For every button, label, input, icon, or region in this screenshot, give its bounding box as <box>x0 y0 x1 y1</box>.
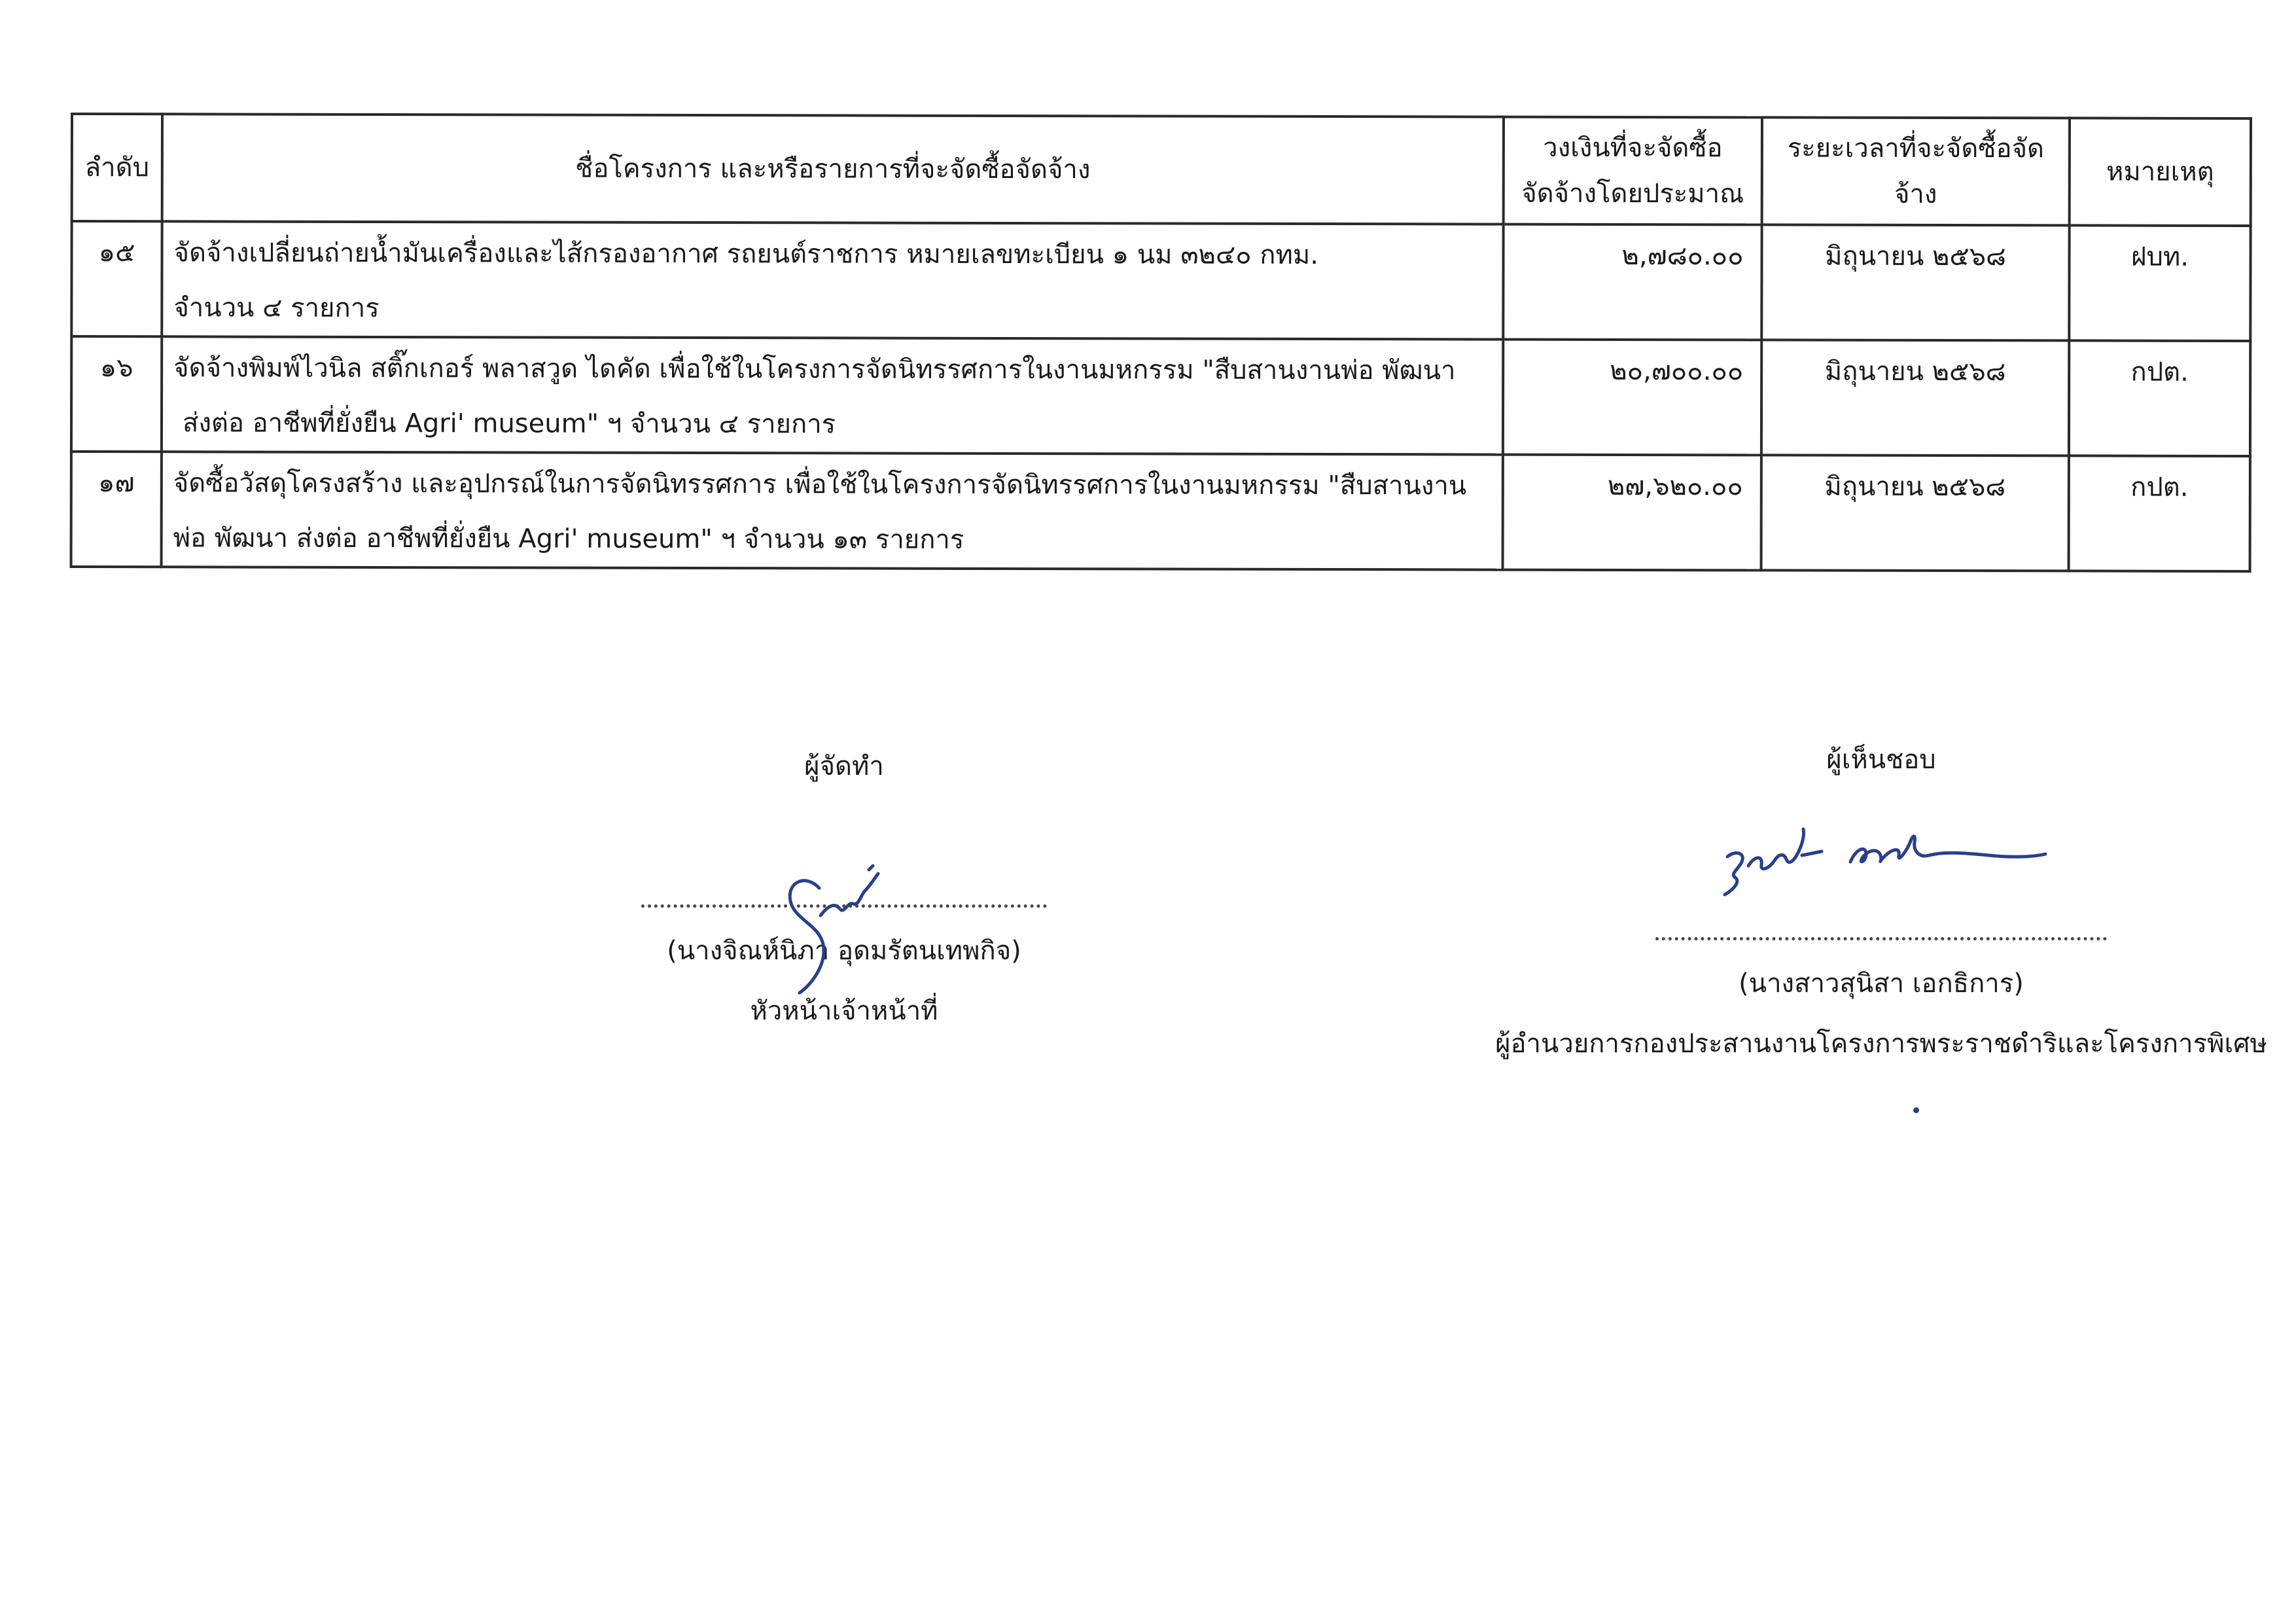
row-budget: ๒,๗๘๐.๐๐ <box>1503 224 1761 340</box>
preparer-name: (นางจิณห์นิภา อุดมรัตนเทพกิจ) <box>667 936 1021 966</box>
header-no: ลำดับ <box>72 114 162 221</box>
header-budget-line2: จัดจ้างโดยประมาณ <box>1521 178 1744 209</box>
row-project-name-line2: ส่งต่อ อาชีพที่ยั่งยืน Agri' museum" ฯ จำนวน ๔ รายการ <box>182 408 836 440</box>
row-budget: ๒๐,๗๐๐.๐๐ <box>1503 340 1761 455</box>
row-number: ๑๖ <box>71 336 162 452</box>
row-note: กปต. <box>2069 340 2250 456</box>
preparer-signature-area <box>615 796 1073 908</box>
approver-name: (นางสาวสุนิสา เอกธิการ) <box>1739 969 2024 999</box>
header-budget-line1: วงเงินที่จะจัดซื้อ <box>1543 132 1723 164</box>
preparer-signature-line <box>641 904 1047 908</box>
row-project-name-line2: จำนวน ๔ รายการ <box>173 293 380 323</box>
preparer-position: หัวหน้าเจ้าหน้าที่ <box>750 996 938 1026</box>
row-project-name-line1: จัดจ้างพิมพ์ไวนิล สติ๊กเกอร์ พลาสวูด ไดคัด เพื่อใช้ในโครงการจัดนิทรรศการในงานมหกรรม "สืบสานงานพ่อ พัฒนา <box>173 353 1456 386</box>
header-note: หมายเหตุ <box>2070 118 2251 226</box>
preparer-signature-block <box>615 736 1073 1041</box>
row-number: ๑๕ <box>71 221 162 336</box>
header-period-line1: ระยะเวลาที่จะจัดซื้อจัด <box>1787 133 2045 164</box>
approver-signature-line <box>1655 937 2107 940</box>
row-note: กปต. <box>2069 455 2250 571</box>
approver-position: ผู้อำนวยการกองประสานงานโครงการพระราชดำริและโครงการพิเศษ <box>1495 1029 2267 1059</box>
approver-role-label: ผู้เห็นชอบ <box>1826 745 1936 775</box>
table-row <box>71 336 2250 456</box>
preparer-role-label: ผู้จัดทำ <box>804 751 884 781</box>
table-header-row <box>72 114 2251 226</box>
row-project-name-line1: จัดซื้อวัสดุโครงสร้าง และอุปกรณ์ในการจัดนิทรรศการ เพื่อใช้ในโครงการจัดนิทรรศการในงานมหกรรม "สืบสานงาน <box>173 468 1467 501</box>
preparer-signature-icon <box>615 796 1073 1006</box>
approver-signature-block <box>1492 730 2270 1074</box>
header-budget <box>1504 117 1762 225</box>
row-period: มิถุนายน ๒๕๖๘ <box>1761 340 2069 455</box>
row-project-name <box>162 336 1503 454</box>
row-number: ๑๗ <box>71 452 162 567</box>
approver-signature-icon <box>1492 790 2270 947</box>
approver-signature-area <box>1492 790 2270 940</box>
row-project-name-line1: จัดจ้างเปลี่ยนถ่ายน้ำมันเครื่องและไส้กรองอากาศ รถยนต์ราชการ หมายเลขทะเบียน ๑ นม ๓๒๔๐ กทม. <box>173 238 1319 270</box>
row-budget: ๒๗,๖๒๐.๐๐ <box>1503 455 1761 571</box>
row-period: มิถุนายน ๒๕๖๘ <box>1761 455 2069 571</box>
row-project-name-line2: พ่อ พัฒนา ส่งต่อ อาชีพที่ยั่งยืน Agri' museum" ฯ จำนวน ๑๓ รายการ <box>173 523 964 555</box>
header-period-line2: จ้าง <box>1894 179 1937 209</box>
row-project-name <box>162 452 1503 569</box>
procurement-plan-table <box>70 113 2252 573</box>
row-project-name <box>162 221 1503 339</box>
table-row <box>71 221 2250 341</box>
header-project-name: ชื่อโครงการ และหรือรายการที่จะจัดซื้อจัดจ้าง <box>162 114 1504 224</box>
ink-dot <box>1913 1107 1919 1113</box>
header-period <box>1762 117 2070 225</box>
row-note: ฝบท. <box>2069 225 2250 341</box>
row-period: มิถุนายน ๒๕๖๘ <box>1761 224 2069 340</box>
table-row <box>71 452 2250 571</box>
